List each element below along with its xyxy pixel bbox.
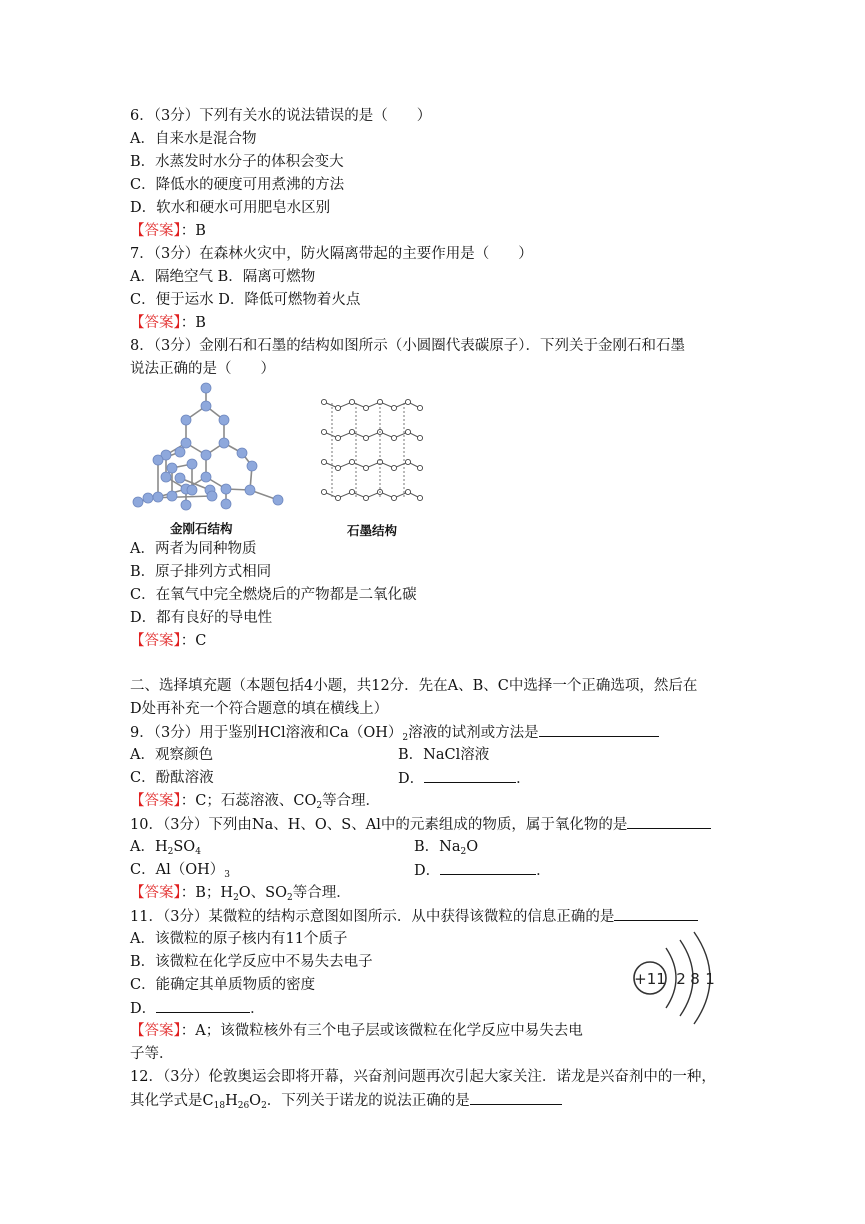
q10-option-c <box>130 860 230 885</box>
q12-stem-line1: 12．（3分）伦敦奥运会即将开幕，兴奋剂问题再次引起大家关注．诺龙是兴奋剂中的一种， <box>130 1069 716 1085</box>
diamond-caption: 金刚石结构 <box>170 521 233 536</box>
q8-stem-line2: 说法正确的是（ ） <box>130 361 275 377</box>
answer-value-end: 等合理． <box>292 885 351 901</box>
q10-answer-blank[interactable] <box>627 814 711 829</box>
q9-option-d-label: D． <box>398 771 425 787</box>
q11-option-d-blank[interactable] <box>156 998 250 1013</box>
answer-value-end: 等合理． <box>322 793 381 809</box>
shell-2-electrons: 8 <box>690 970 700 988</box>
q12-sub2: 26 <box>237 1101 250 1111</box>
q12-sub3: 2 <box>261 1101 267 1111</box>
q10-option-d-end: ． <box>536 863 551 879</box>
q9-option-a: A．观察颜色 <box>130 747 213 763</box>
q11-option-d-end: ． <box>250 1001 265 1017</box>
q11-stem-text: 11．（3分）某微粒的结构示意图如图所示．从中获得该微粒的信息正确的是 <box>130 909 615 925</box>
q11-stem <box>130 906 698 927</box>
q6-option-c: C．降低水的硬度可用煮沸的方法 <box>130 177 345 193</box>
q6-stem: 6．（3分）下列有关水的说法错误的是（ ） <box>130 108 432 124</box>
q12-stem-line2 <box>130 1090 562 1116</box>
answer-mid: O、SO <box>238 885 288 901</box>
q10-c-sub: 3 <box>224 870 230 880</box>
q9-option-c: C．酚酞溶液 <box>130 770 214 786</box>
answer-value: ：C <box>180 633 207 649</box>
q12-mid2: O <box>249 1093 262 1109</box>
answer-sub2: 2 <box>287 893 293 903</box>
q10-c-text: C．Al（OH） <box>130 862 225 878</box>
q9-answer-blank[interactable] <box>539 722 659 737</box>
q11-answer-blank[interactable] <box>614 906 698 921</box>
q10-b-end: O <box>466 839 479 855</box>
q12-text-end: ．下列关于诺龙的说法正确的是 <box>266 1093 470 1109</box>
q10-option-a <box>130 837 201 862</box>
q11-option-c: C．能确定其单质物质的密度 <box>130 977 316 993</box>
shell-1-electrons: 2 <box>676 970 686 988</box>
answer-label: 【答案】 <box>130 633 181 649</box>
q11-option-b: B．该微粒在化学反应中不易失去电子 <box>130 954 373 970</box>
q6-option-b: B．水蒸发时水分子的体积会变大 <box>130 154 344 170</box>
q6-option-a: A．自来水是混合物 <box>130 131 257 147</box>
graphite-structure-figure <box>318 395 426 513</box>
q9-option-d <box>398 768 531 789</box>
q8-answer <box>130 631 206 651</box>
section2-heading-line1: 二、选择填充题（本题包括4小题，共12分．先在A、B、C中选择一个正确选项，然后在 <box>130 678 698 694</box>
graphite-caption: 石墨结构 <box>347 523 398 538</box>
atom-structure-diagram <box>628 926 738 1026</box>
answer-label: 【答案】 <box>130 793 181 809</box>
graphite-layer <box>321 459 422 470</box>
q11-answer-line2: 子等． <box>130 1046 174 1062</box>
q9-stem-text-end: 溶液的试剂或方法是 <box>408 725 539 741</box>
q10-b-sub: 2 <box>460 847 467 857</box>
answer-subscript: 2 <box>316 801 323 811</box>
q10-option-d <box>414 860 551 881</box>
q10-a-text: A．H <box>130 839 168 855</box>
q9-stem-subscript: 2 <box>402 733 409 743</box>
q10-b-text: B．Na <box>414 839 461 855</box>
q10-a-sub2: 4 <box>195 847 201 857</box>
q11-option-d <box>130 998 265 1019</box>
graphite-layer <box>321 429 422 440</box>
q10-a-mid: SO <box>173 839 196 855</box>
q9-option-d-end: ． <box>516 771 531 787</box>
q10-answer <box>130 883 351 908</box>
shell-arc-1 <box>666 948 676 1008</box>
q8-option-c: C．在氧气中完全燃烧后的产物都是二氧化碳 <box>130 587 417 603</box>
answer-label: 【答案】 <box>130 223 181 239</box>
q7-answer <box>130 313 206 333</box>
q12-answer-blank[interactable] <box>470 1090 562 1105</box>
q8-option-a: A．两者为同种物质 <box>130 541 257 557</box>
graphite-layer <box>321 489 422 500</box>
answer-label: 【答案】 <box>130 315 181 331</box>
answer-value: ：A；该微粒核外有三个电子层或该微粒在化学反应中易失去电 <box>180 1023 583 1039</box>
q10-a-sub1: 2 <box>167 847 174 857</box>
answer-value: ：B <box>180 223 206 239</box>
q7-options-cd: C．便于运水 D．降低可燃物着火点 <box>130 292 361 308</box>
shell-3-electrons: 1 <box>705 970 715 988</box>
diamond-structure-figure <box>128 378 293 518</box>
q8-option-d: D．都有良好的导电性 <box>130 610 273 626</box>
answer-sub1: 2 <box>233 893 239 903</box>
q11-option-a: A．该微粒的原子核内有11个质子 <box>130 931 348 947</box>
answer-value: ：C；石蕊溶液、CO <box>180 793 317 809</box>
nucleus-charge: +11 <box>634 970 666 988</box>
q7-stem: 7．（3分）在森林火灾中，防火隔离带起的主要作用是（ ） <box>130 246 533 262</box>
q12-mid1: H <box>225 1093 238 1109</box>
q10-stem-text: 10．（3分）下列由Na、H、O、S、Al中的元素组成的物质，属于氧化物的是 <box>130 817 628 833</box>
q11-option-d-label: D． <box>130 1001 157 1017</box>
q9-option-b: B．NaCl溶液 <box>398 747 490 763</box>
answer-value: ：B <box>180 315 206 331</box>
q12-sub1: 18 <box>213 1101 226 1111</box>
graphite-layer <box>321 399 422 410</box>
q12-text: 其化学式是C <box>130 1093 214 1109</box>
q9-stem-text: 9．（3分）用于鉴别HCl溶液和Ca（OH） <box>130 725 403 741</box>
q7-options-ab: A．隔绝空气 B．隔离可燃物 <box>130 269 316 285</box>
q10-option-d-label: D． <box>414 863 441 879</box>
q10-stem <box>130 814 711 835</box>
q9-option-d-blank[interactable] <box>424 768 516 783</box>
q6-option-d: D．软水和硬水可用肥皂水区别 <box>130 200 331 216</box>
q10-option-b <box>414 837 478 862</box>
q11-answer <box>130 1021 583 1041</box>
answer-label: 【答案】 <box>130 885 181 901</box>
answer-value: ：B；H <box>180 885 234 901</box>
q10-option-d-blank[interactable] <box>440 860 536 875</box>
answer-label: 【答案】 <box>130 1023 181 1039</box>
q8-stem-line1: 8．（3分）金刚石和石墨的结构如图所示（小圆圈代表碳原子）．下列关于金刚石和石墨 <box>130 338 685 354</box>
section2-heading-line2: D处再补充一个符合题意的填在横线上） <box>130 701 389 717</box>
q9-answer <box>130 791 380 816</box>
q6-answer <box>130 221 206 241</box>
q8-option-b: B．原子排列方式相同 <box>130 564 272 580</box>
